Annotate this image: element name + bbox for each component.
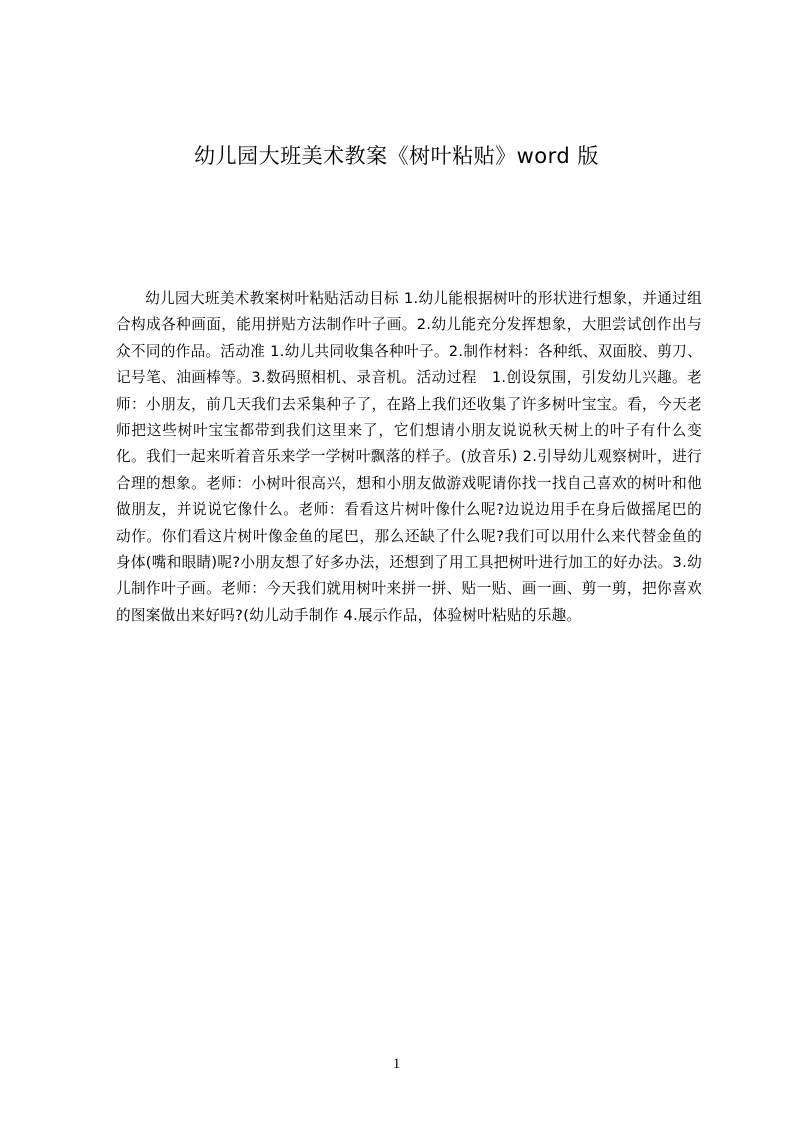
document-body-paragraph: 幼儿园大班美术教案树叶粘贴活动目标 1.幼儿能根据树叶的形状进行想象，并通过组合构成各种画面，能用拼贴方法制作叶子画。2.幼儿能充分发挥想象，大胆尝试创作出与众不同的作品。活动准 1.幼儿共同收集各种叶子。2.制作材料：各种纸、双面胶、剪刀、记号笔、油画棒等。3.数码照相机、录音机。活动过程 1.创设氛围，引发幼儿兴趣。老师：小朋友，前几天我们去采集种子了，在路上我们还收集了许多树叶宝宝。看，今天老师把这些树叶宝宝都带到我们这里来了，它们想请小朋友说说秋天树上的叶子有什么变化。我们一起来听着音乐来学一学树叶飘落的样子。(放音乐) 2.引导幼儿观察树叶，进行合理的想象。老师：小树叶很高兴，想和小朋友做游戏呢请你找一找自己喜欢的树叶和他做朋友，并说说它像什么。老师：看看这片树叶像什么呢?边说边用手在身后做摇尾巴的动作。你们看这片树叶像金鱼的尾巴，那么还缺了什么呢?我们可以用什么来代替金鱼的身体(嘴和眼睛)呢?小朋友想了好多办法，还想到了用工具把树叶进行加工的好办法。3.幼儿制作叶子画。老师：今天我们就用树叶来拼一拼、贴一贴、画一画、剪一剪，把你喜欢的图案做出来好吗?(幼儿动手制作 4.展示作品，体验树叶粘贴的乐趣。 xyxy=(116,290,703,624)
document-title: 幼儿园大班美术教案《树叶粘贴》word 版 xyxy=(194,144,599,168)
page-number: 1 xyxy=(392,1056,401,1072)
